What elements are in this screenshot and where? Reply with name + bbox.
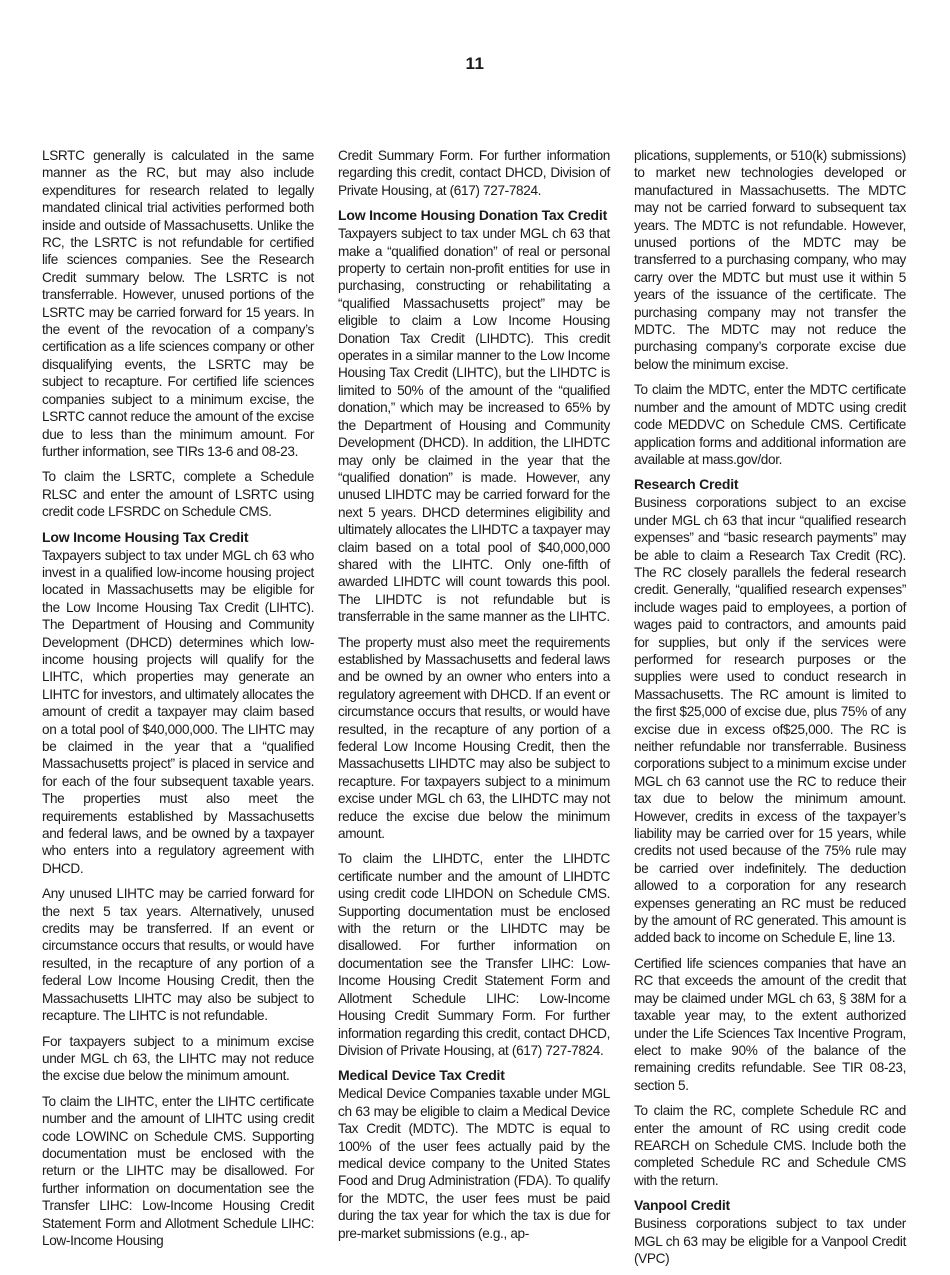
paragraph: To claim the LIHTC, enter the LIHTC certificate number and the amount of LIHTC using credit code LOWINC on Schedule CMS. Supporting documentation must be enclosed with the return or the LIHTC may be disallowed. For further information on documentation see the Transfer LIHC: Low-Income Housing Credit Statement Form and Allotment Schedule LIHC: Low-Income Housing: [42, 1093, 314, 1248]
paragraph: Certified life sciences companies that have an RC that exceeds the amount of the credit that may be claimed under MGL ch 63, § 38M for a taxable year may, to the extent authorized under the Life Sciences Tax Incentive Program, elect to make 90% of the balance of the remaining credits refundable. See TIR 08-23, section 5.: [634, 955, 906, 1093]
section-heading-vanpool: Vanpool Credit: [634, 1197, 730, 1214]
paragraph: The property must also meet the requirements established by Massachusetts and federal laws and be owned by an owner who enters into a regulatory agreement with DHCD. If an event or circumstance occurs that results, or would have resulted, in the recapture of any portion of a federal Low Income Housing Credit, then the Massachusetts LIHDTC may also be subject to recapture. For taxpayers subject to a minimum excise under MGL ch 63, the LIHDTC may not reduce the excise due below the minimum amount.: [338, 634, 610, 842]
paragraph: To claim the LIHDTC, enter the LIHDTC certificate number and the amount of LIHDTC using credit code LIHDON on Schedule CMS. Supporting documentation must be enclosed with the return or the LIHDTC may be disallowed. For further information on documentation see the Transfer LIHC: Low-Income Housing Credit Statement Form and Allotment Schedule LIHC: Low-Income Housing Credit Summary Form. For further information regarding this credit, contact DHCD, Division of Private Housing, at (617) 727-7824.: [338, 851, 610, 1058]
paragraph: plications, supplements, or 510(k) submissions) to market new technologies developed or manufactured in Massachusetts. The MDTC may not be carried forward to subsequent tax years. The MDTC is not refundable. However, unused portions of the MDTC may be transferred to a purchasing company, who may carry over the MDTC but must use it within 5 years of the issuance of the certificate. The purchasing company may not transfer the MDTC. The MDTC may not reduce the purchasing company’s corporate excise due below the minimum excise.: [634, 148, 906, 372]
paragraph: To claim the LSRTC, complete a Schedule RLSC and enter the amount of LSRTC using credit code LFSRDC on Schedule CMS.: [42, 469, 314, 520]
column-1: [42, 147, 314, 1257]
paragraph: To claim the RC, complete Schedule RC and enter the amount of RC using credit code REARCH on Schedule CMS. Include both the completed Schedule RC and Schedule CMS with the return.: [634, 1103, 906, 1188]
column-2: [338, 147, 610, 1250]
paragraph: Taxpayers subject to tax under MGL ch 63 that make a “qualified donation” of real or personal property to certain non-profit entities for use in purchasing, constructing or rehabilitating a “qualified Massachusetts project” may be eligible to claim a Low Income Housing Donation Tax Credit (LIHDTC). This credit operates in a similar manner to the Low Income Housing Tax Credit (LIHTC), but the LIHDTC is limited to 50% of the amount of the “qualified donation,” which may be increased to 65% by the Department of Housing and Community Development (DHCD). In addition, the LIHDTC may only be claimed in the year that the “qualified donation” is made. However, any unused LIHDTC may be carried forward for the next 5 years. DHCD determines eligibility and ultimately allocates the LIHDTC a taxpayer may claim based on a total pool of $40,000,000 shared with the LIHTC. Only one-fifth of awarded LIHDTC will count towards this pool. The LIHDTC is not refundable but is transferrable in the same manner as the LIHTC.: [338, 226, 610, 625]
section-heading-medical-device: Medical Device Tax Credit: [338, 1067, 505, 1084]
paragraph: Business corporations subject to an excise under MGL ch 63 that incur “qualified research expenses” and “basic research payments” may be able to claim a Research Tax Credit (RC). The RC closely parallels the federal research credit. Generally, “qualified research expenses” include wages paid to employees, a portion of wages paid to contractors, and amounts paid for supplies, but only if the services were performed for research purposes or the supplies were used to conduct research in Massachusetts. The RC amount is limited to the first $25,000 of excise due, plus 75% of any excise due in excess of$25,000. The RC is neither refundable nor transferrable. Business corporations subject to a minimum excise under MGL ch 63 cannot use the RC to reduce their tax due to below the minimum amount. However, credits in excess of the taxpayer’s liability may be carried over for 15 years, while credits not used because of the 75% rule may be carried over indefinitely. The deduction allowed to a corporation for any research expenses generating an RC must be reduced by the amount of RC generated. This amount is added back to income on Schedule E, line 13.: [634, 495, 906, 946]
section-heading-lihtc: Low Income Housing Tax Credit: [42, 528, 249, 545]
paragraph: Credit Summary Form. For further information regarding this credit, contact DHCD, Division of Private Housing, at (617) 727-7824.: [338, 148, 610, 198]
section-heading-donation: Low Income Housing Donation Tax Credit: [338, 207, 608, 224]
paragraph: Any unused LIHTC may be carried forward for the next 5 tax years. Alternatively, unused credits may be transferred. If an event or circumstance occurs that results, or would have resulted, in the recapture of any portion of a federal Low Income Housing Credit, then the Massachusetts LIHTC may also be subject to recapture. The LIHTC is not refundable.: [42, 886, 314, 1024]
column-3: [634, 147, 906, 1275]
paragraph: LSRTC generally is calculated in the same manner as the RC, but may also include expenditures for research related to legally mandated clinical trial activities performed both inside and outside of Massachusetts. Unlike the RC, the LSRTC is not refundable for certified life sciences companies. See the Research Credit summary below. The LSRTC is not transferrable. However, unused portions of the LSRTC may be carried forward for 15 years. In the event of the revocation of a company’s certification as a life sciences company or other disqualifying events, the LSRTC may be subject to recapture. For certified life sciences companies subject to a minimum excise, the LSRTC cannot reduce the amount of the excise due to less than the minimum amount. For further information, see TIRs 13-6 and 08-23.: [42, 148, 314, 459]
paragraph: To claim the MDTC, enter the MDTC certificate number and the amount of MDTC using credit code MEDDVC on Schedule CMS. Certificate application forms and additional information are available at mass.gov/dor.: [634, 382, 906, 467]
section-heading-research: Research Credit: [634, 476, 739, 493]
paragraph: Taxpayers subject to tax under MGL ch 63 who invest in a qualified low-income housing project located in Massachusetts may be eligible for the Low Income Housing Tax Credit (LIHTC). The Department of Housing and Community Development (DHCD) determines which low-income housing projects will qualify for the LIHTC, which properties may generate an LIHTC for investors, and ultimately allocates the amount of credit a taxpayer may claim based on a total pool of $40,000,000. The LIHTC may be claimed in the year that a “qualified Massachusetts project” is placed in service and for each of the four subsequent taxable years. The properties must also meet the requirements established by Massachusetts and federal laws, and be owned by a taxpayer who enters into a regulatory agreement with DHCD.: [42, 547, 314, 876]
paragraph: Business corporations subject to tax under MGL ch 63 may be eligible for a Vanpool Credit (VPC): [634, 1216, 906, 1266]
page-number: 11: [465, 54, 485, 73]
paragraph: For taxpayers subject to a minimum excise under MGL ch 63, the LIHTC may not reduce the excise due below the minimum amount.: [42, 1033, 314, 1084]
paragraph: Medical Device Companies taxable under MGL ch 63 may be eligible to claim a Medical Device Tax Credit (MDTC). The MDTC is equal to 100% of the user fees actually paid by the medical device company to the United States Food and Drug Administration (FDA). To qualify for the MDTC, the user fees must be paid during the tax year for which the tax is due for pre-market submissions (e.g., ap-: [338, 1086, 610, 1241]
